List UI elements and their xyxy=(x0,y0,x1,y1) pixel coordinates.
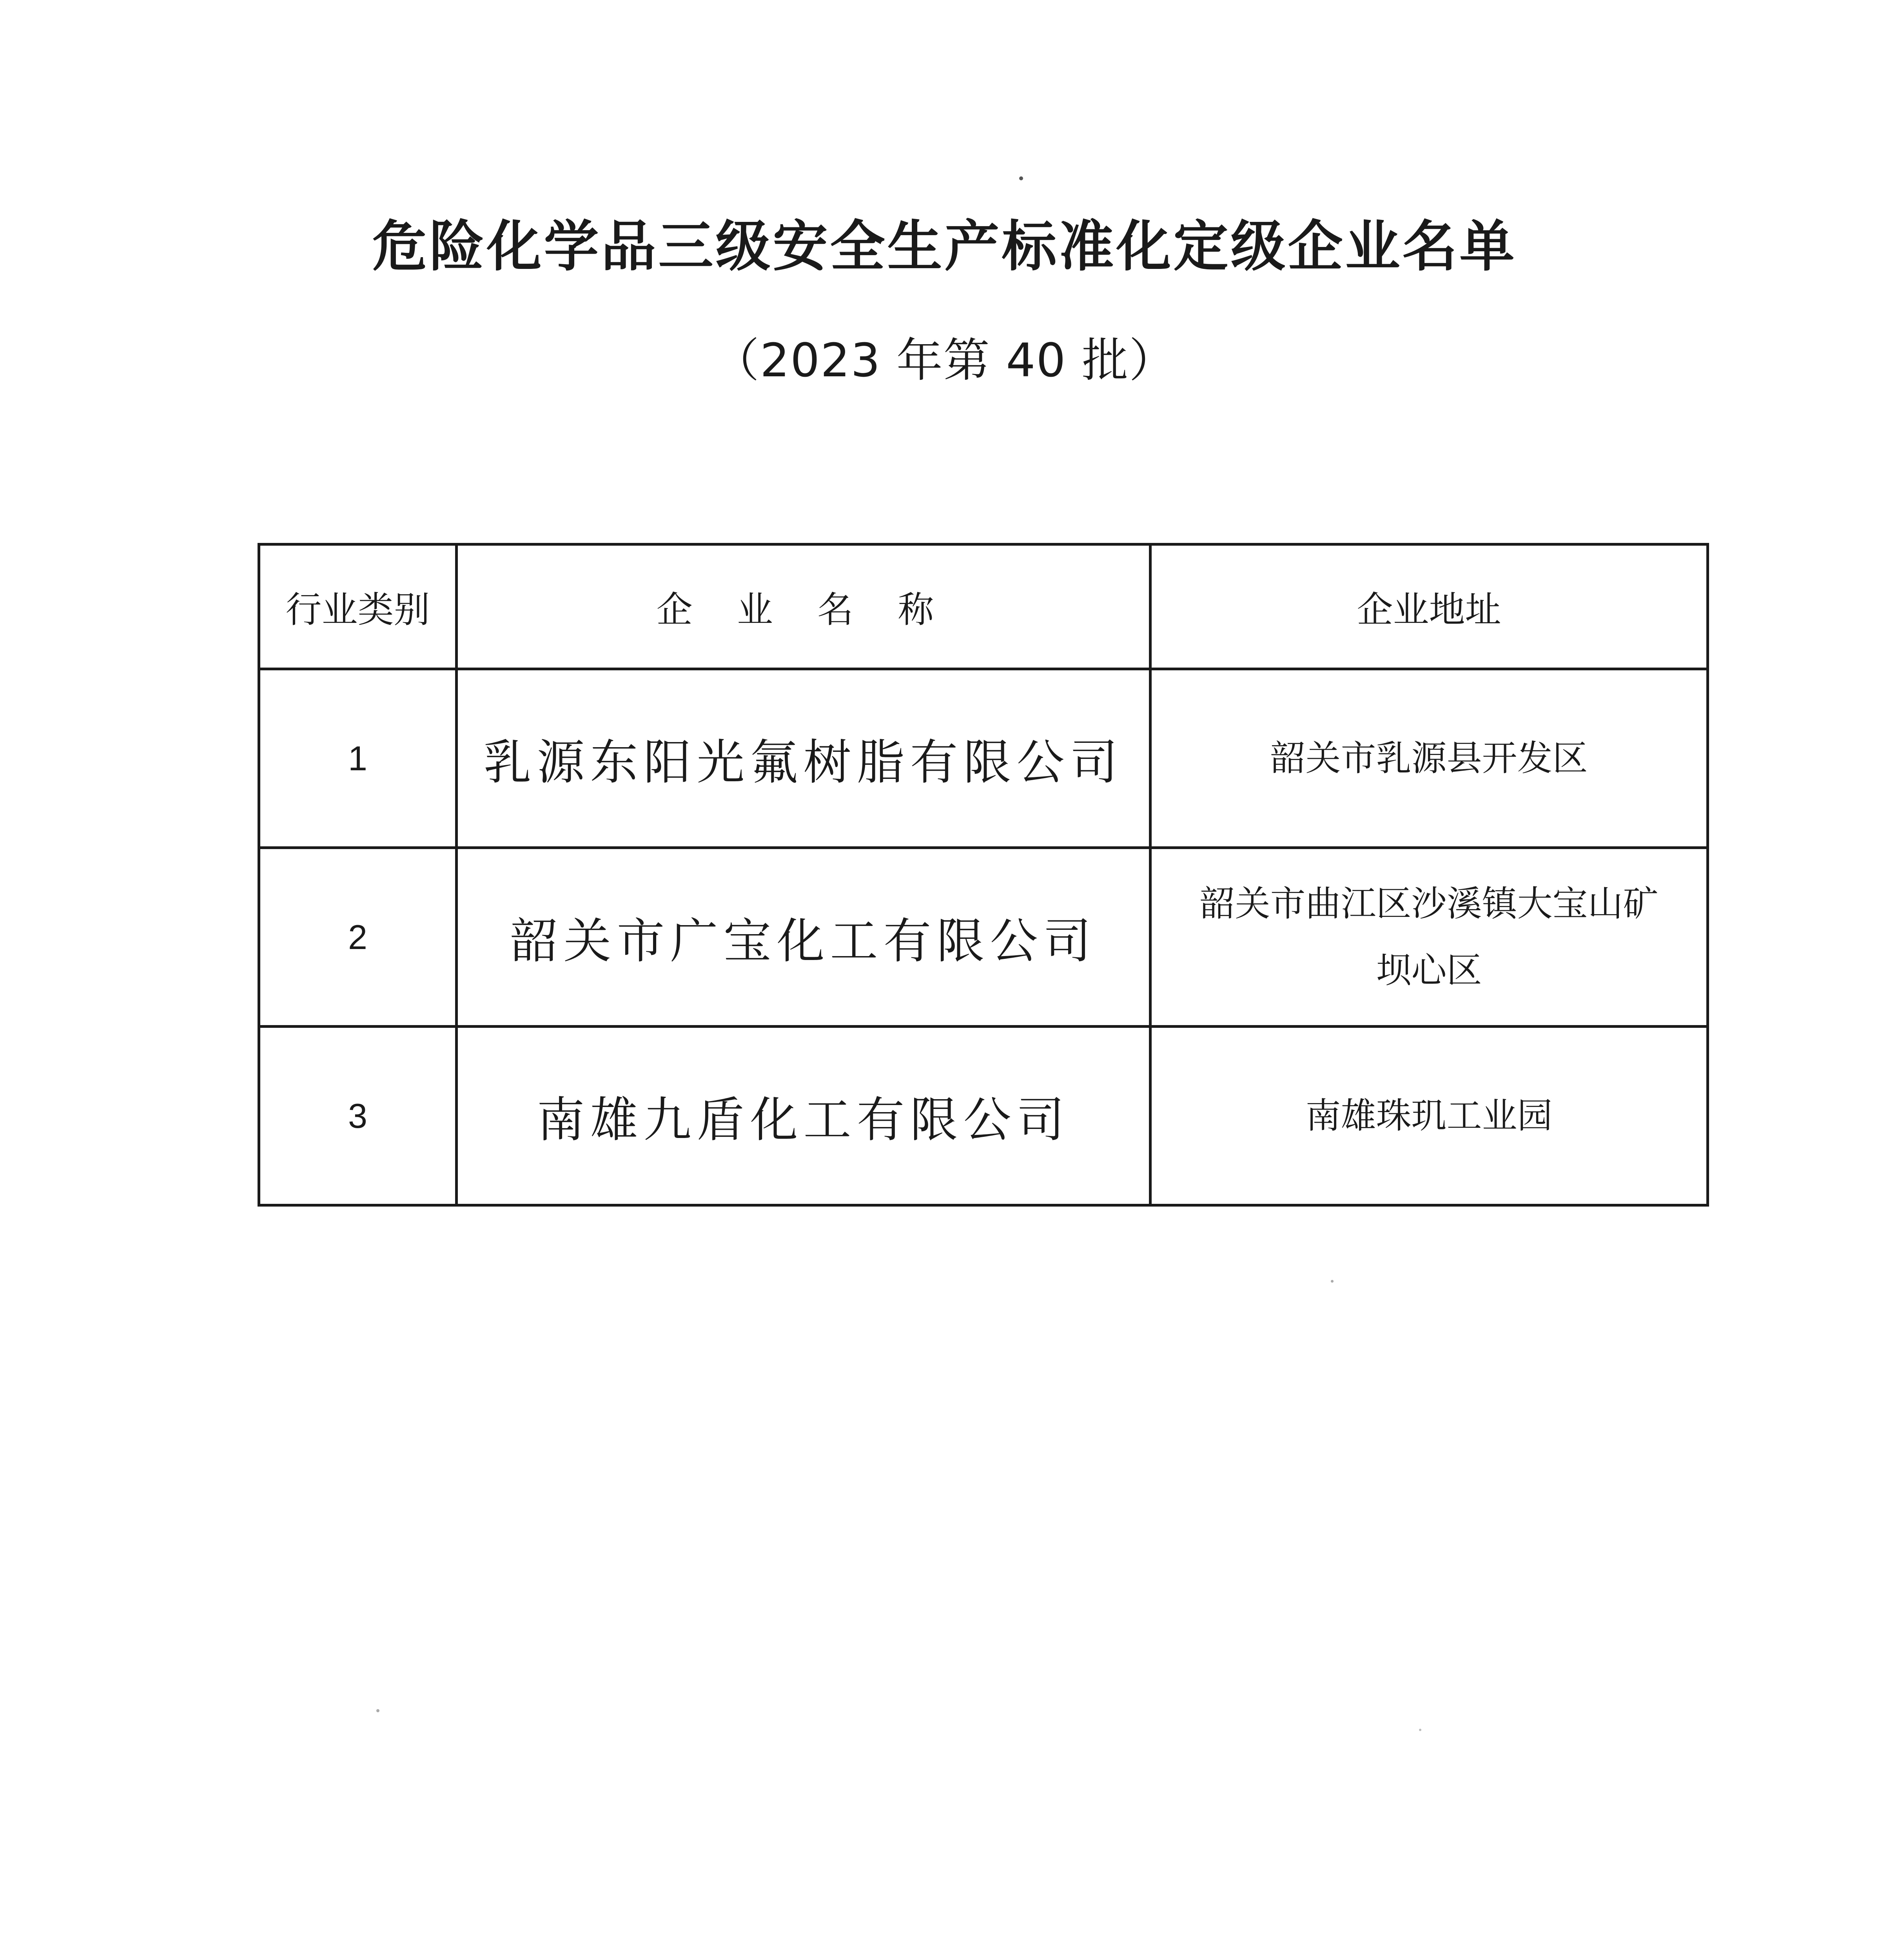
table-row xyxy=(259,848,1708,1027)
header-company-name: 企 业 名 称 xyxy=(457,544,1150,669)
scan-speck xyxy=(1019,176,1023,180)
scan-speck xyxy=(376,1709,379,1712)
row-index: 3 xyxy=(259,1027,457,1205)
table-row xyxy=(259,1027,1708,1205)
company-address xyxy=(1150,848,1708,1027)
row-index: 2 xyxy=(259,848,457,1027)
address-line: 南雄珠玑工业园 xyxy=(1305,1095,1553,1136)
company-address xyxy=(1150,1027,1708,1205)
header-industry-category: 行业类别 xyxy=(259,544,457,669)
company-name: 乳源东阳光氟树脂有限公司 xyxy=(457,669,1150,848)
company-table-container xyxy=(258,543,1706,1207)
address-line: 坝心区 xyxy=(1376,949,1482,991)
company-table xyxy=(258,543,1709,1207)
page-title: 危险化学品三级安全生产标准化定级企业名单 xyxy=(372,215,1517,279)
address-line: 韶关市乳源县开发区 xyxy=(1270,737,1588,779)
page-subtitle: （2023 年第 40 批） xyxy=(713,333,1176,387)
header-company-address: 企业地址 xyxy=(1150,544,1708,669)
table-header-row xyxy=(259,544,1708,669)
company-name: 南雄九盾化工有限公司 xyxy=(457,1027,1150,1205)
company-name: 韶关市广宝化工有限公司 xyxy=(457,848,1150,1027)
row-index: 1 xyxy=(259,669,457,848)
company-address xyxy=(1150,669,1708,848)
address-line: 韶关市曲江区沙溪镇大宝山矿 xyxy=(1199,883,1659,924)
scan-speck xyxy=(1419,1729,1421,1731)
table-row xyxy=(259,669,1708,848)
scan-speck xyxy=(1331,1280,1334,1283)
